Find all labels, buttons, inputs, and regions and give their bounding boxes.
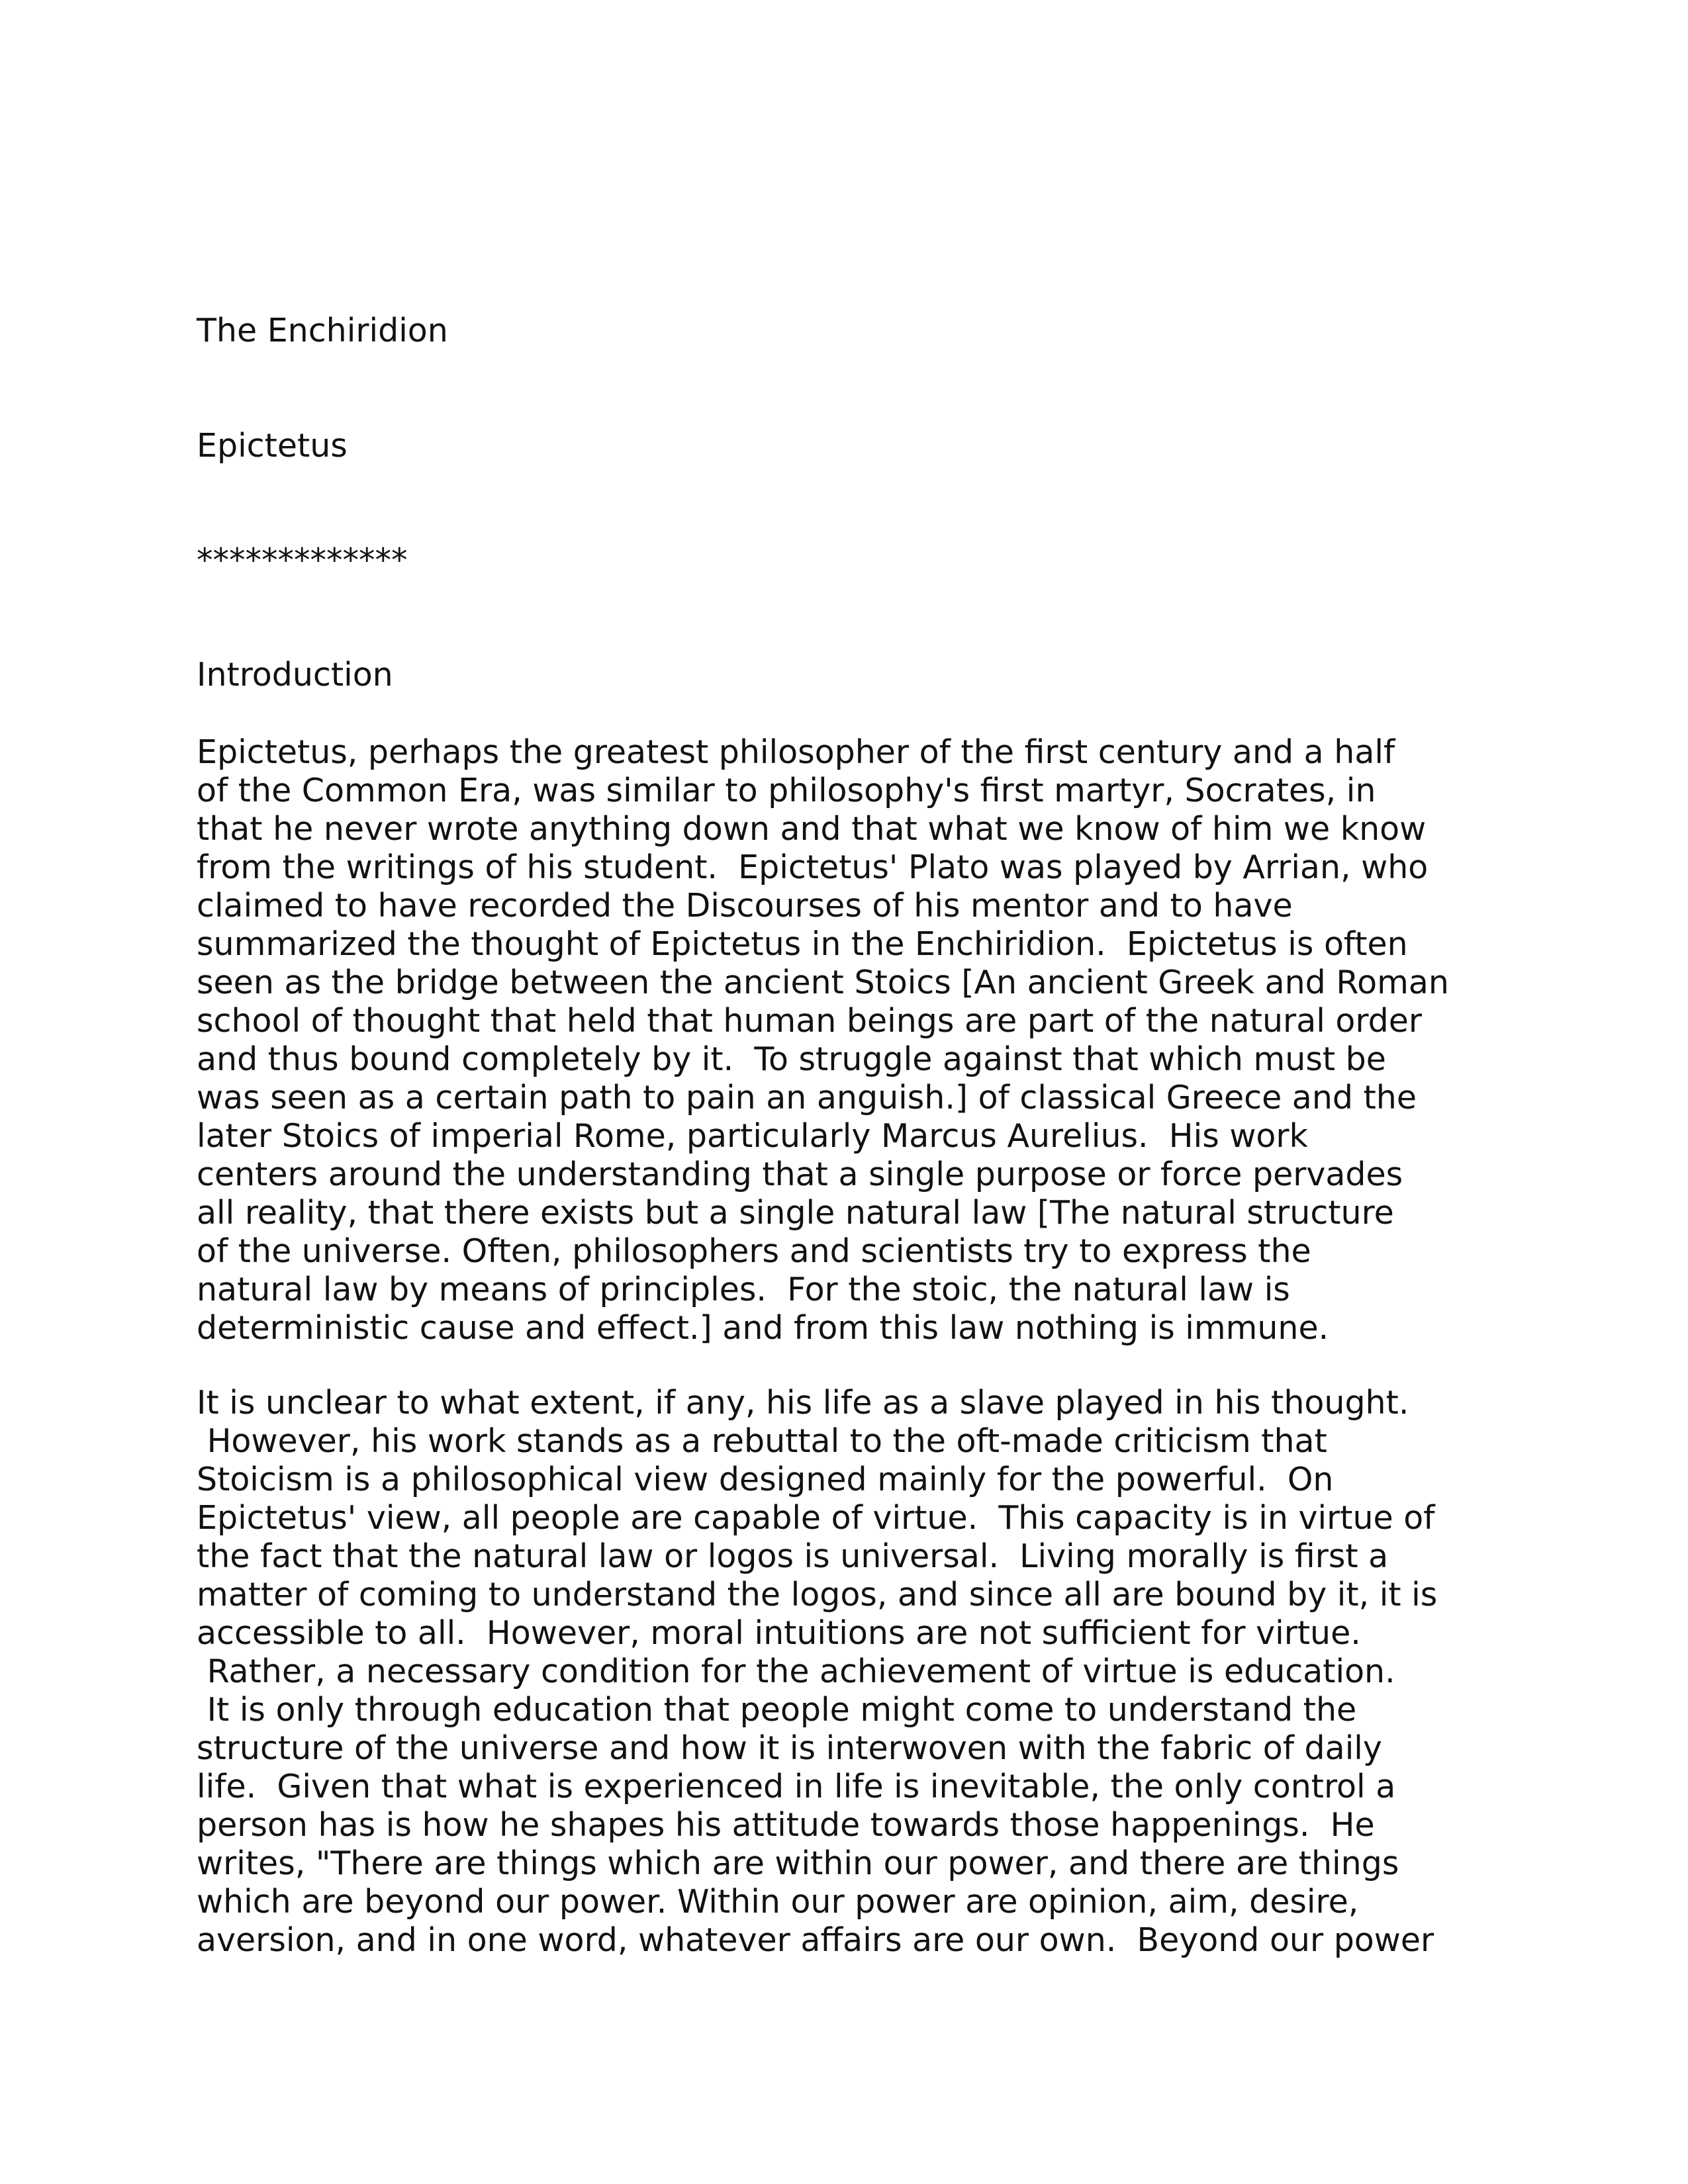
paragraph-line: of the universe. Often, philosophers and scientists try to express the [197, 1232, 1311, 1270]
paragraph-line: However, his work stands as a rebuttal to the oft-made criticism that [197, 1422, 1327, 1460]
paragraph-line: life. Given that what is experienced in life is inevitable, the only control a [197, 1768, 1396, 1805]
paragraph-line: natural law by means of principles. For the stoic, the natural law is [197, 1271, 1290, 1308]
paragraph-line: was seen as a certain path to pain an anguish.] of classical Greece and the [197, 1079, 1417, 1116]
paragraph-line: writes, "There are things which are within our power, and there are things [197, 1844, 1399, 1882]
paragraph-line: of the Common Era, was similar to philosophy's first martyr, Socrates, in [197, 772, 1376, 809]
paragraph-line: all reality, that there exists but a single natural law [The natural structure [197, 1194, 1394, 1232]
paragraph-line: deterministic cause and effect.] and from this law nothing is immune. [197, 1309, 1329, 1347]
paragraph-line: Epictetus' view, all people are capable of virtue. This capacity is in virtue of [197, 1499, 1435, 1537]
paragraph-line: matter of coming to understand the logos, and since all are bound by it, it is [197, 1576, 1438, 1614]
paragraph-line: summarized the thought of Epictetus in the Enchiridion. Epictetus is often [197, 925, 1408, 963]
paragraph-line: seen as the bridge between the ancient Stoics [An ancient Greek and Roman [197, 964, 1449, 1001]
paragraph-line: It is unclear to what extent, if any, his life as a slave played in his thought. [197, 1384, 1409, 1422]
paragraph-line: centers around the understanding that a single purpose or force pervades [197, 1156, 1403, 1193]
document-author: Epictetus [197, 427, 348, 465]
paragraph-line: school of thought that held that human beings are part of the natural order [197, 1002, 1423, 1040]
paragraph-line: Rather, a necessary condition for the achievement of virtue is education. [197, 1653, 1395, 1690]
paragraph-line: later Stoics of imperial Rome, particularly Marcus Aurelius. His work [197, 1117, 1308, 1155]
paragraph-line: the fact that the natural law or logos is universal. Living morally is first a [197, 1537, 1389, 1575]
section-heading: Introduction [197, 656, 393, 694]
paragraph-line: person has is how he shapes his attitude towards those happenings. He [197, 1806, 1375, 1844]
paragraph-line: aversion, and in one word, whatever affairs are our own. Beyond our power [197, 1921, 1434, 1959]
paragraph-line: Epictetus, perhaps the greatest philosopher of the first century and a half [197, 733, 1395, 771]
paragraph-line: which are beyond our power. Within our power are opinion, aim, desire, [197, 1883, 1359, 1921]
paragraph-line: structure of the universe and how it is interwoven with the fabric of daily [197, 1729, 1382, 1767]
paragraph-line: that he never wrote anything down and that what we know of him we know [197, 810, 1427, 848]
paragraph-line: from the writings of his student. Epictetus' Plato was played by Arrian, who [197, 848, 1429, 886]
paragraph-line: Stoicism is a philosophical view designed mainly for the powerful. On [197, 1461, 1334, 1498]
paragraph-line: and thus bound completely by it. To struggle against that which must be [197, 1040, 1386, 1078]
paragraph-line: It is only through education that people might come to understand the [197, 1691, 1357, 1729]
paragraph-line: accessible to all. However, moral intuitions are not sufficient for virtue. [197, 1614, 1361, 1652]
document-title: The Enchiridion [197, 312, 448, 349]
paragraph-line: claimed to have recorded the Discourses of his mentor and to have [197, 887, 1293, 925]
section-separator: ************* [197, 541, 408, 579]
